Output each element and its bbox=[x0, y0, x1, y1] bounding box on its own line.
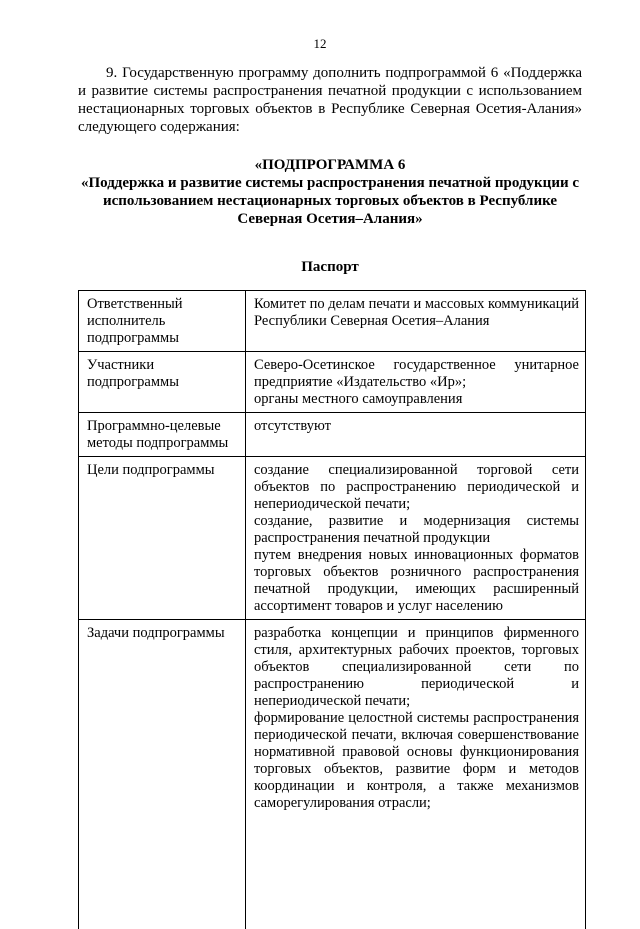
passport-heading: Паспорт bbox=[78, 258, 582, 276]
row-value-line: создание, развитие и модернизация системы распространения печатной продукции bbox=[254, 513, 579, 547]
page-number: 12 bbox=[0, 36, 640, 52]
row-label: Участники подпрограммы bbox=[79, 352, 246, 413]
subprogram-title: «ПОДПРОГРАММА 6 bbox=[78, 156, 582, 174]
table-row bbox=[79, 457, 586, 620]
row-label: Программно-целевые методы подпрограммы bbox=[79, 413, 246, 457]
row-label: Ответственный исполнитель подпрограммы bbox=[79, 291, 246, 352]
row-value-line: путем внедрения новых инновационных форматов торговых объектов розничного распространения печатной продукции, имеющих расширенный ассортимент товаров и услуг населению bbox=[254, 547, 579, 615]
row-value-line: формирование целостной системы распространения периодической печати, включая совершенствование нормативной правовой основы функционирования торговых объектов, развитие форм и методов координации и контроля, а также механизмов саморегулирования отрасли; bbox=[254, 710, 579, 812]
table-row bbox=[79, 413, 586, 457]
row-value bbox=[246, 291, 586, 352]
row-value-line: отсутствуют bbox=[254, 418, 579, 435]
table-row bbox=[79, 291, 586, 352]
row-value bbox=[246, 457, 586, 620]
row-value-line: создание специализированной торговой сети объектов по распространению периодической и непериодической печати; bbox=[254, 462, 579, 513]
table-row bbox=[79, 620, 586, 929]
row-value-line: органы местного самоуправления bbox=[254, 391, 579, 408]
row-value-line: Комитет по делам печати и массовых коммуникаций Республики Северная Осетия–Алания bbox=[254, 296, 579, 330]
row-value bbox=[246, 413, 586, 457]
passport-table bbox=[78, 290, 586, 929]
row-value-line: разработка концепции и принципов фирменного стиля, архитектурных рабочих проектов, торговых объектов специализированной сети по распространению периодической и непериодической печати; bbox=[254, 625, 579, 710]
row-label: Задачи подпрограммы bbox=[79, 620, 246, 929]
row-value-line: Северо-Осетинское государственное унитарное предприятие «Издательство «Ир»; bbox=[254, 357, 579, 391]
row-value bbox=[246, 352, 586, 413]
row-label: Цели подпрограммы bbox=[79, 457, 246, 620]
row-value bbox=[246, 620, 586, 929]
table-row bbox=[79, 352, 586, 413]
subprogram-subtitle: «Поддержка и развитие системы распространения печатной продукции с использованием нестационарных торговых объектов в Республике Северная Осетия–Алания» bbox=[78, 174, 582, 228]
intro-paragraph: 9. Государственную программу дополнить подпрограммой 6 «Поддержка и развитие системы распространения печатной продукции с использованием нестационарных торговых объектов в Республике Северная Осетия-Алания» следующего содержания: bbox=[78, 64, 582, 136]
